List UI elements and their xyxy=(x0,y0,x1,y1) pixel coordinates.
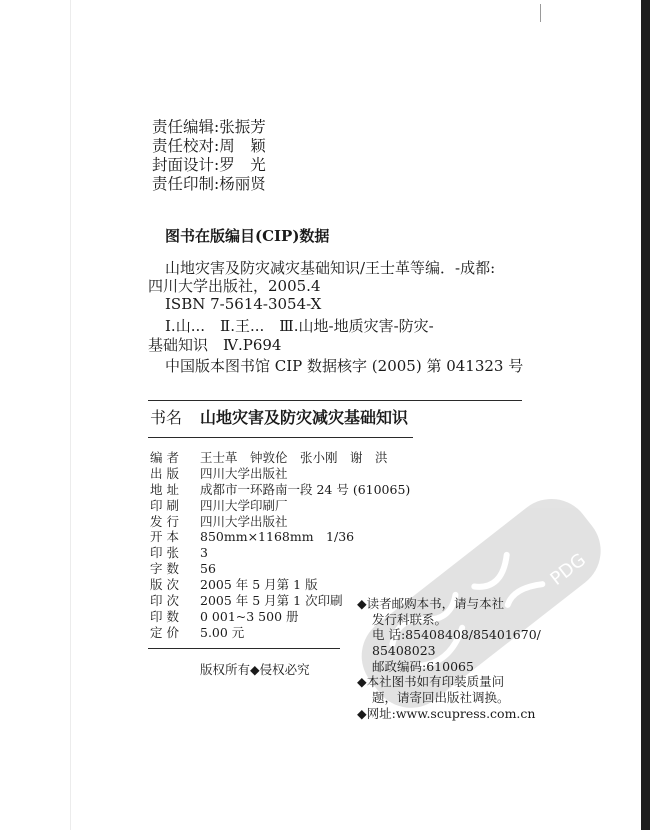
detail-row xyxy=(150,545,410,561)
cip-line: 四川大学出版社，2005.4 xyxy=(148,277,321,295)
watermark-text: PDG xyxy=(546,549,590,590)
detail-row xyxy=(150,498,410,514)
detail-label: 印 刷 xyxy=(150,497,179,513)
notice-phone: 电 话:85408408/85401670/ xyxy=(372,627,541,643)
cip-record-number: 中国版本图书馆 CIP 数据核字 (2005) 第 041323 号 xyxy=(165,357,524,375)
divider xyxy=(148,400,522,401)
detail-label: 地 址 xyxy=(150,481,179,497)
cip-line: 山地灾害及防灾减灾基础知识/王士革等编．-成都: xyxy=(165,259,496,277)
cip-line: Ⅰ.山... Ⅱ.王... Ⅲ.山地-地质灾害-防灾- xyxy=(165,317,434,335)
book-title-label: 书名 xyxy=(150,408,183,427)
detail-row xyxy=(150,577,410,593)
detail-value: 四川大学印刷厂 xyxy=(200,497,288,513)
detail-row xyxy=(150,529,410,545)
detail-label: 版 次 xyxy=(150,577,179,593)
detail-value: 成都市一环路南一段 24 号 (610065) xyxy=(200,481,411,497)
detail-value: 王士革 钟敦伦 张小刚 谢 洪 xyxy=(200,450,388,465)
title-underline xyxy=(148,437,413,438)
detail-value: 2005 年 5 月第 1 次印刷 xyxy=(200,593,343,609)
detail-label: 出 版 xyxy=(150,465,179,481)
detail-value: 0 001~3 500 册 xyxy=(200,608,299,624)
detail-label: 开 本 xyxy=(150,529,179,545)
credit-editor: 责任编辑:张振芳 xyxy=(152,118,266,136)
notice-line: 题，请寄回出版社调换。 xyxy=(372,690,510,706)
page-left-edge xyxy=(70,0,71,830)
detail-value: 2005 年 5 月第 1 版 xyxy=(200,577,318,593)
cip-isbn: ISBN 7-5614-3054-X xyxy=(165,295,322,313)
divider xyxy=(148,648,340,649)
detail-value: 56 xyxy=(200,561,216,577)
notice-line: ◆本社图书如有印装质量问 xyxy=(357,674,505,690)
detail-label: 编 者 xyxy=(150,450,179,465)
detail-row xyxy=(150,466,410,482)
credit-proofreader: 责任校对:周 颖 xyxy=(152,137,266,155)
copyright-notice: 版权所有◆侵权必究 xyxy=(200,662,310,677)
cip-line: 基础知识 Ⅳ.P694 xyxy=(148,336,282,354)
reader-notice xyxy=(357,596,541,722)
detail-value: 850mm×1168mm 1/36 xyxy=(200,529,355,545)
detail-row xyxy=(150,450,410,466)
credits-block xyxy=(152,118,266,194)
scan-mark xyxy=(540,4,541,22)
detail-row xyxy=(150,561,410,577)
notice-postcode: 邮政编码:610065 xyxy=(372,658,474,674)
detail-label: 发 行 xyxy=(150,513,179,529)
notice-line: ◆读者邮购本书，请与本社 xyxy=(357,596,505,611)
detail-value: 四川大学出版社 xyxy=(200,465,288,481)
detail-row xyxy=(150,482,410,498)
book-title: 山地灾害及防灾减灾基础知识 xyxy=(200,408,409,427)
detail-label: 印 数 xyxy=(150,608,179,624)
detail-value: 四川大学出版社 xyxy=(200,513,288,529)
credit-cover-design: 封面设计:罗 光 xyxy=(152,156,266,174)
notice-website: ◆网址:www.scupress.com.cn xyxy=(357,705,536,721)
detail-label: 定 价 xyxy=(150,624,179,640)
cip-heading: 图书在版编目(CIP)数据 xyxy=(165,227,330,245)
notice-line: 发行科联系。 xyxy=(372,611,448,627)
detail-value: 3 xyxy=(200,545,208,561)
detail-label: 字 数 xyxy=(150,561,179,577)
detail-row xyxy=(150,514,410,530)
notice-phone: 85408023 xyxy=(372,643,436,659)
scan-edge-bar xyxy=(641,0,650,830)
detail-label: 印 次 xyxy=(150,593,179,609)
detail-value: 5.00 元 xyxy=(200,624,245,640)
credit-print-supervisor: 责任印制:杨丽贤 xyxy=(152,175,266,193)
detail-label: 印 张 xyxy=(150,545,179,561)
